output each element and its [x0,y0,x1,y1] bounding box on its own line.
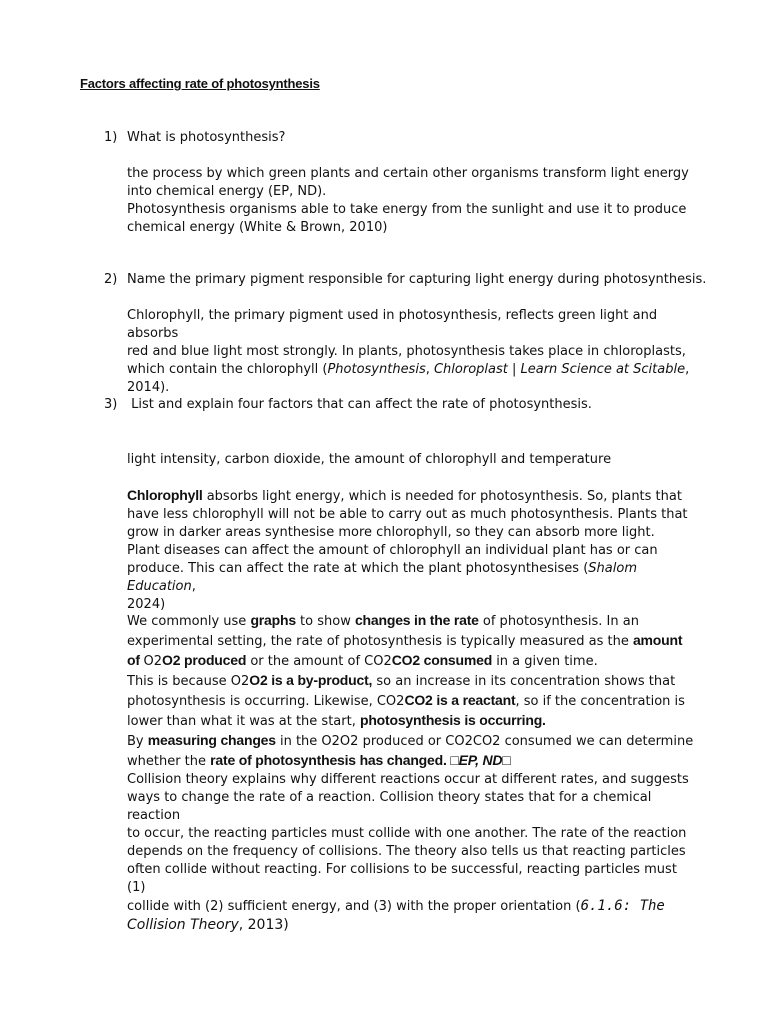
answer-line [127,611,697,631]
answer-line: have less chlorophyll will not be able to carry out as much photosynthesis. Plants that [127,507,688,522]
question-number: 3) [104,397,118,412]
placeholder-glyph: □ [450,752,459,768]
answer-line: often collide without reacting. For collisions to be successful, reacting particles must (1) [127,862,677,895]
answer-line: Photosynthesis organisms able to take energy from the sunlight and use it to produce [127,202,687,217]
answer-line [127,731,697,751]
answer-line: Collision theory explains why different reactions occur at different rates, and suggests [127,772,689,787]
answer-line: Plant diseases can affect the amount of chlorophyll an individual plant has or can [127,543,658,558]
bold-term: CO2 consumed [391,652,493,668]
answer-line: the process by which green plants and certain other organisms transform light energy [127,166,689,181]
question-2 [104,272,706,287]
question-number: 1) [104,130,118,145]
question-number: 2) [104,272,118,287]
text-span: to show [295,614,355,629]
question-text: Name the primary pigment responsible for capturing light energy during photosynthesis. [127,272,707,287]
answer-line [127,897,697,916]
text-span: produce. This can affect the rate at which the plant photosynthesises ( [127,561,589,576]
bold-term: Chlorophyll [127,487,203,503]
question-1 [104,130,285,145]
text-span: whether the [127,754,211,769]
text-span: , 2013) [238,917,289,933]
answer-line [127,691,697,711]
answer-line [127,916,697,935]
answer-line [127,631,697,651]
answer-line [127,671,697,691]
answer-line [127,486,697,506]
answer-line [127,711,697,731]
text-span: , [425,362,434,377]
bold-term: photosynthesis is occurring. [359,712,546,728]
text-span: We commonly use [127,614,251,629]
answer-line: 2014). [127,380,170,395]
bold-term: amount [632,632,683,648]
text-span: , so if the concentration is [515,694,685,709]
text-span: so an increase in its concentration shows that [372,674,676,689]
question-3 [104,397,592,412]
text-span: CO2 [364,654,392,669]
text-span: which contain the chlorophyll ( [127,362,328,377]
text-span: , [191,579,196,594]
citation-ref: EP, ND [458,752,503,768]
page-title: Factors affecting rate of photosynthesis [80,76,320,91]
text-span: O2 [143,654,163,669]
answer-line: depends on the frequency of collisions. The theory also tells us that reacting particles [127,844,686,859]
question-text: List and explain four factors that can affect the rate of photosynthesis. [127,397,592,412]
text-span: This is because [127,674,231,689]
placeholder-glyph: □ [502,752,511,768]
answer-line: 2024) [127,597,166,612]
citation-title: Photosynthesis [327,362,426,377]
text-span: absorbs light energy, which is needed for photosynthesis. So, plants that [202,489,682,504]
citation-title: Shalom Education [127,561,637,594]
bold-term: O2 produced [162,652,247,668]
answer-line: light intensity, carbon dioxide, the amount of chlorophyll and temperature [127,452,612,467]
bold-term: of [127,652,144,668]
answer-3-factors [127,451,697,469]
chlorophyll-paragraph [127,486,697,614]
answer-line [127,361,697,379]
question-text: What is photosynthesis? [127,130,286,145]
answer-line [127,651,697,671]
text-span: of photosynthesis. In an [478,614,639,629]
text-span: experimental setting, the rate of photosynthesis is typically measured as the [127,634,633,649]
answer-2 [127,307,697,397]
collision-theory-paragraph [127,771,697,935]
text-span: collide with (2) sufficient energy, and (3) with the proper orientation ( [127,899,581,914]
bold-term: measuring changes [147,732,276,748]
citation-title: Collision Theory [127,917,239,933]
bold-term: rate of photosynthesis has changed. [210,752,451,768]
text-span: in a given time. [492,654,598,669]
text-span: or the amount of [246,654,365,669]
answer-line: grow in darker areas synthesise more chlorophyll, so they can absorb more light. [127,525,655,540]
text-span: photosynthesis is occurring. Likewise, [127,694,377,709]
text-span: , [685,362,690,377]
bold-term: CO2 is a reactant [404,692,516,708]
answer-line: chemical energy (White & Brown, 2010) [127,220,388,235]
bold-term: graphs [250,612,296,628]
answer-line: into chemical energy (EP, ND). [127,184,327,199]
bold-term: O2 is a by-product, [249,672,373,688]
text-span: CO2 [376,694,405,709]
text-span: in the O2O2 produced or CO2CO2 consumed we can determine [275,734,694,749]
answer-1 [127,165,697,237]
answer-line: to occur, the reacting particles must collide with one another. The rate of the reaction [127,826,687,841]
citation-title: Chloroplast | Learn Science at Scitable [433,362,686,377]
graphs-paragraph [127,611,697,771]
bold-term: changes in the rate [354,612,479,628]
answer-line: ways to change the rate of a reaction. Collision theory states that for a chemical reaction [127,790,652,823]
answer-line [127,751,697,771]
text-span: O2 [230,674,250,689]
answer-line: red and blue light most strongly. In plants, photosynthesis takes place in chloroplasts, [127,344,686,359]
citation-title: 6.1.6: The [580,898,665,914]
text-span: lower than what it was at the start, [127,714,360,729]
answer-line: Chlorophyll, the primary pigment used in photosynthesis, reflects green light and absorbs [127,308,658,341]
text-span: By [127,734,148,749]
answer-line [127,560,697,596]
